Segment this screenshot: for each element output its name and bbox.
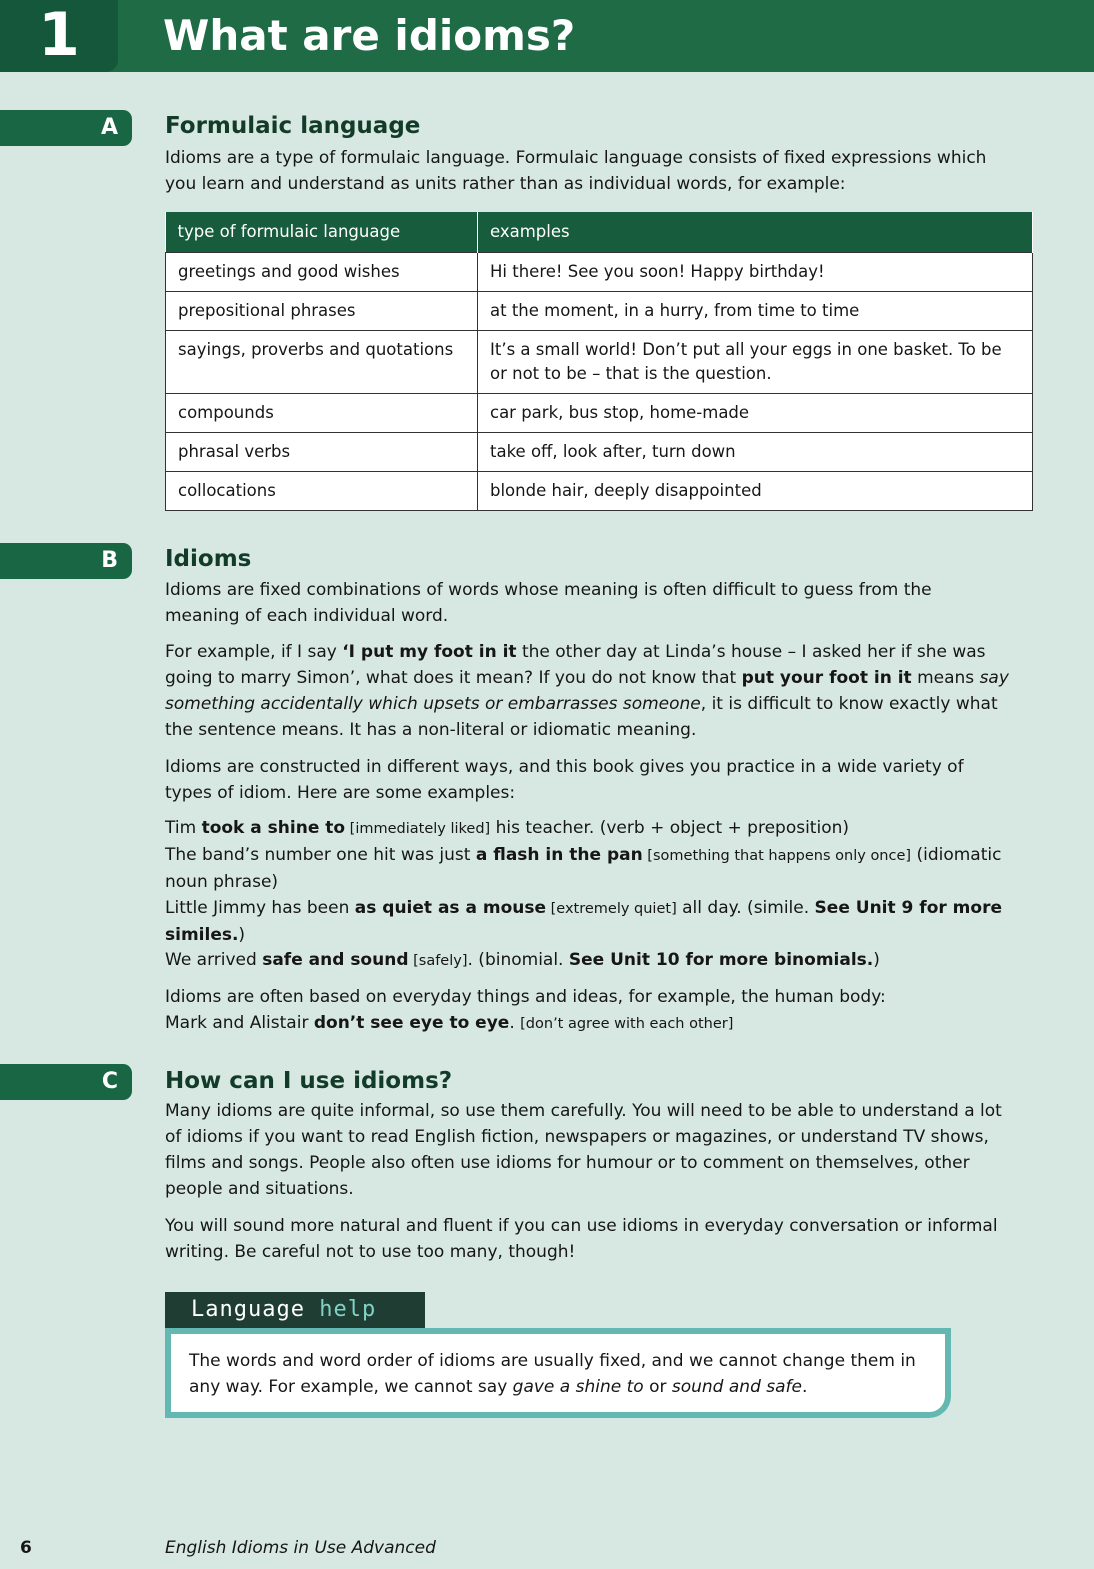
table-row	[166, 253, 1033, 292]
text-span: (idiomatic noun phrase)	[165, 845, 1002, 892]
text-span: )	[873, 950, 880, 970]
text-span: , it is difficult to know exactly what the sentence means. It has a non-literal or idiomatic meaning.	[165, 694, 998, 740]
cross-reference: See Unit 10 for more binomials.	[568, 950, 874, 970]
section-b-p2	[165, 639, 1010, 743]
table-row	[166, 433, 1033, 472]
text-span: )	[238, 925, 246, 945]
table-row	[166, 331, 1033, 394]
table-header: type of formulaic language	[166, 212, 478, 253]
table-cell: prepositional phrases	[166, 292, 478, 331]
table-cell: collocations	[166, 472, 478, 511]
example-1	[165, 815, 1010, 842]
unit-header	[0, 0, 1094, 72]
example-italic: gave a shine to	[512, 1377, 644, 1397]
table-cell: car park, bus stop, home-made	[478, 394, 1033, 433]
text-span: Little Jimmy has been	[165, 898, 355, 918]
text-span: . (binomial.	[467, 950, 569, 970]
definition: [something that happens only once]	[642, 848, 912, 864]
idiom-bold: took a shine to	[201, 818, 346, 838]
text-span: means	[911, 668, 980, 688]
table-cell: greetings and good wishes	[166, 253, 478, 292]
idiom-bold: put your foot in it	[741, 668, 912, 688]
language-help-label: Language	[191, 1297, 320, 1322]
table-row	[166, 472, 1033, 511]
table-cell: at the moment, in a hurry, from time to time	[478, 292, 1033, 331]
table-cell: compounds	[166, 394, 478, 433]
example-2	[165, 842, 1010, 895]
section-a-intro: Idioms are a type of formulaic language. Formulaic language consists of fixed expressions which you learn and understand as units rather than as individual words, for example:	[165, 148, 987, 194]
section-b-tab: B	[0, 543, 132, 579]
definition: [immediately liked]	[345, 821, 491, 837]
example-3	[165, 895, 1010, 948]
text-span: We arrived	[165, 950, 263, 970]
idiom-bold: a flash in the pan	[475, 845, 643, 865]
definition: [safely]	[408, 953, 468, 969]
text-span: The band’s number one hit was just	[165, 845, 476, 865]
table-cell: sayings, proverbs and quotations	[166, 331, 478, 394]
text-span: For example, if I say	[165, 642, 343, 662]
section-c-heading: How can I use idioms?	[165, 1068, 453, 1094]
section-a-tab: A	[0, 110, 132, 146]
section-a-heading: Formulaic language	[165, 113, 421, 139]
table-cell: phrasal verbs	[166, 433, 478, 472]
text-span: the other day at Linda’s house – I asked her if she was going to marry Simon’, what does it mean? If you do not know that	[165, 642, 986, 688]
meaning-italic: say something accidentally which upsets or embarrasses someone	[165, 668, 1009, 714]
table-row	[166, 394, 1033, 433]
unit-number: 1	[0, 0, 118, 72]
page-number: 6	[20, 1538, 32, 1558]
text-span: or	[643, 1377, 672, 1397]
example-5	[165, 1010, 1010, 1037]
text-span: .	[509, 1013, 521, 1033]
language-help-box	[165, 1328, 951, 1418]
idiom-bold: don’t see eye to eye	[313, 1013, 510, 1033]
section-c-p2: You will sound more natural and fluent if you can use idioms in everyday conversation or informal writing. Be careful not to use too many, though!	[165, 1216, 998, 1262]
definition: [don’t agree with each other]	[520, 1016, 734, 1032]
table-cell: Hi there! See you soon! Happy birthday!	[478, 253, 1033, 292]
table-header-row	[166, 212, 1033, 253]
table-row	[166, 292, 1033, 331]
table-cell: It’s a small world! Don’t put all your eggs in one basket. To be or not to be – that is the question.	[478, 331, 1033, 394]
formulaic-language-table	[165, 212, 1033, 511]
example-italic: sound and safe	[671, 1377, 802, 1397]
text-span: The words and word order of idioms are usually fixed, and we cannot change them in any way. For example, we cannot say	[189, 1351, 916, 1397]
idiom-bold: ‘I put my foot in it	[342, 642, 517, 662]
table-header: examples	[478, 212, 1033, 253]
text-span: all day. (simile.	[676, 898, 815, 918]
section-c-tab: C	[0, 1064, 132, 1100]
language-help-label-accent: help	[319, 1297, 377, 1322]
text-span: Tim	[165, 818, 202, 838]
section-b-p4: Idioms are often based on everyday things and ideas, for example, the human body:	[165, 987, 886, 1007]
language-help-tab	[165, 1292, 425, 1328]
idiom-bold: safe and sound	[262, 950, 409, 970]
section-c-p1: Many idioms are quite informal, so use them carefully. You will need to be able to understand a lot of idioms if you want to read English fiction, newspapers or magazines, or understand TV shows, films and songs. People also often use idioms for humour or to comment on themselves, other people and situations.	[165, 1101, 1002, 1199]
section-b-p1: Idioms are fixed combinations of words whose meaning is often difficult to guess from the meaning of each individual word.	[165, 580, 932, 626]
page-title: What are idioms?	[163, 11, 576, 60]
table-cell: blonde hair, deeply disappointed	[478, 472, 1033, 511]
definition: [extremely quiet]	[546, 901, 677, 917]
section-b-heading: Idioms	[165, 546, 252, 572]
cross-reference: See Unit 9 for more similes.	[165, 898, 1002, 945]
example-4	[165, 947, 1010, 974]
text-span: Mark and Alistair	[165, 1013, 314, 1033]
book-title: English Idioms in Use Advanced	[165, 1538, 436, 1558]
idiom-bold: as quiet as a mouse	[354, 898, 547, 918]
section-b-p3: Idioms are constructed in different ways, and this book gives you practice in a wide variety of types of idiom. Here are some examples:	[165, 757, 964, 803]
table-cell: take off, look after, turn down	[478, 433, 1033, 472]
text-span: his teacher. (verb + object + preposition)	[490, 818, 849, 838]
text-span: .	[801, 1377, 808, 1397]
